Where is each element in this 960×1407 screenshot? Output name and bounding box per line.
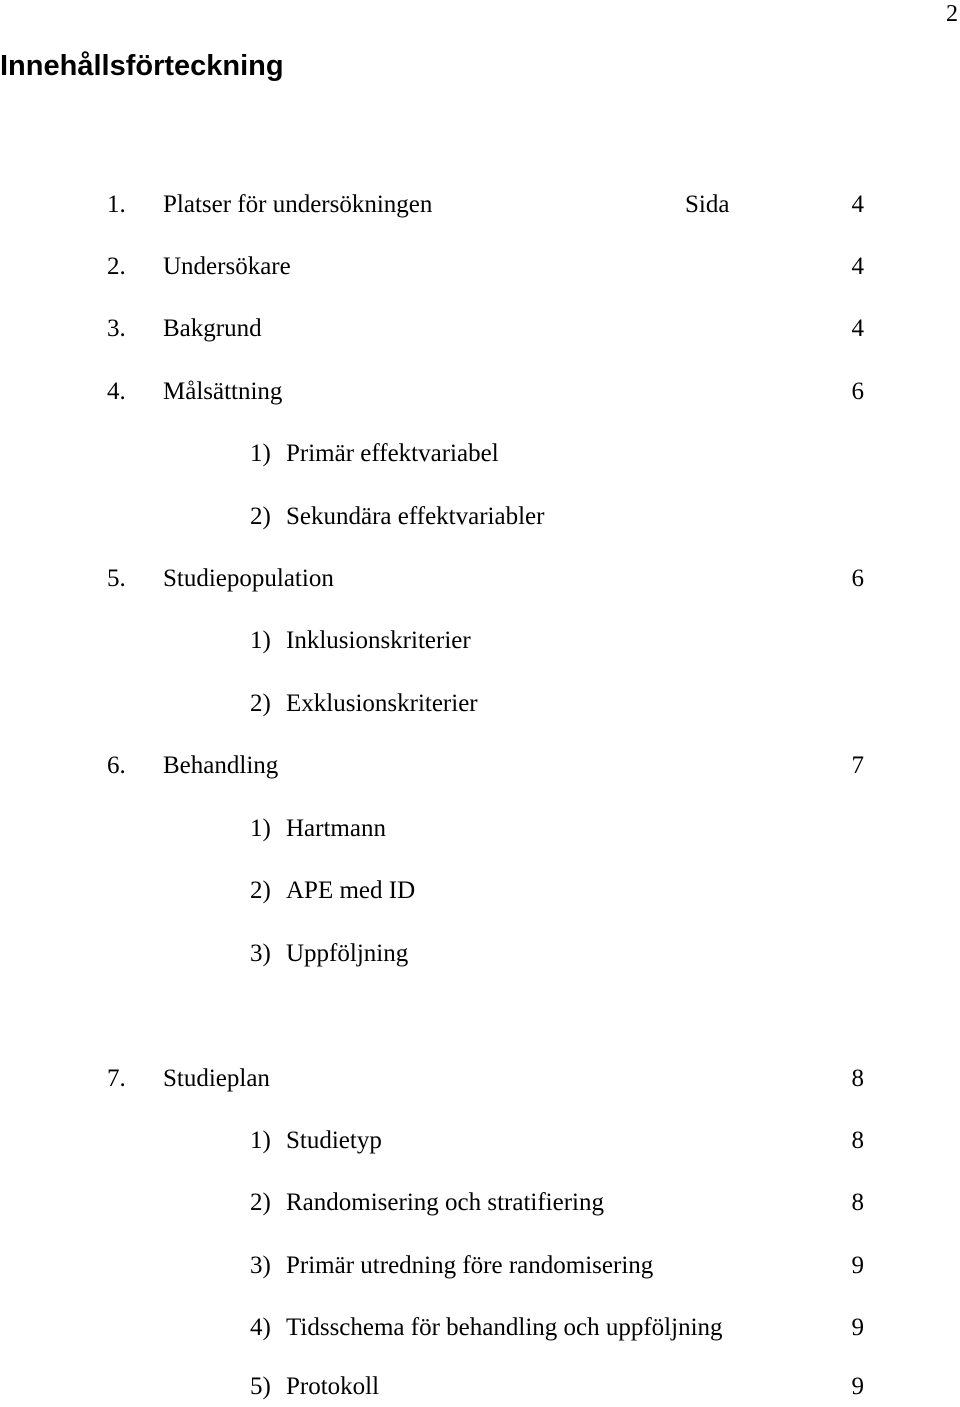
toc-entry-5[interactable] [0,559,960,599]
toc-number: 5. [107,565,126,592]
toc-page-number: 8 [851,1065,864,1092]
toc-label: Studieplan [163,1065,270,1092]
toc-sub-label: Sekundära effektvariabler [286,503,545,530]
toc-entry-2[interactable] [0,247,960,287]
toc-sub-number: 1) [250,627,271,654]
toc-subentry-7-4[interactable] [0,1308,960,1348]
toc-label: Behandling [163,752,279,779]
toc-subentry-7-5[interactable] [0,1367,960,1407]
toc-sub-number: 1) [250,815,271,842]
toc-page-number: 4 [851,191,864,218]
toc-subentry-7-1[interactable] [0,1121,960,1161]
toc-page-number: 4 [851,253,864,280]
toc-sub-number: 3) [250,1252,271,1279]
toc-entry-1[interactable] [0,185,960,225]
toc-sub-label: Inklusionskriterier [286,627,471,654]
toc-sub-number: 1) [250,440,271,467]
toc-sub-label: Uppföljning [286,940,409,967]
toc-subentry-6-1[interactable] [0,809,960,849]
toc-entry-4[interactable] [0,372,960,412]
toc-number: 4. [107,378,126,405]
toc-sub-number: 2) [250,503,271,530]
toc-subentry-7-3[interactable] [0,1246,960,1286]
page-number: 2 [946,1,958,27]
toc-label: Bakgrund [163,315,262,342]
toc-page-number: 9 [851,1252,864,1279]
toc-sub-number: 4) [250,1314,271,1341]
toc-subentry-4-2[interactable] [0,497,960,537]
toc-sub-label: APE med ID [286,877,416,904]
toc-sub-number: 5) [250,1373,271,1400]
toc-sub-number: 1) [250,1127,271,1154]
toc-subentry-5-2[interactable] [0,684,960,724]
toc-sub-number: 3) [250,940,271,967]
toc-subentry-4-1[interactable] [0,434,960,474]
toc-sub-label: Hartmann [286,815,386,842]
toc-sub-number: 2) [250,877,271,904]
toc-page-number: 6 [851,565,864,592]
toc-number: 6. [107,752,126,779]
toc-entry-6[interactable] [0,746,960,786]
toc-sub-label: Tidsschema för behandling och uppföljning [286,1314,723,1341]
toc-page-number: 6 [851,378,864,405]
toc-sub-label: Randomisering och stratifiering [286,1189,604,1216]
toc-sub-label: Exklusionskriterier [286,690,478,717]
toc-subentry-7-2[interactable] [0,1183,960,1223]
toc-page-number: 9 [851,1314,864,1341]
toc-page-number: 8 [851,1127,864,1154]
toc-page-number: 8 [851,1189,864,1216]
toc-entry-3[interactable] [0,309,960,349]
toc-subentry-6-2[interactable] [0,871,960,911]
sida-label: Sida [685,191,730,218]
toc-number: 7. [107,1065,126,1092]
toc-entry-7[interactable] [0,1059,960,1099]
toc-sub-number: 2) [250,690,271,717]
toc-subentry-6-3[interactable] [0,934,960,974]
toc-sub-label: Studietyp [286,1127,382,1154]
toc-sub-label: Primär utredning före randomisering [286,1252,654,1279]
toc-page-number: 7 [851,752,864,779]
toc-page-number: 9 [851,1373,864,1400]
toc-page-number: 4 [851,315,864,342]
toc-number: 3. [107,315,126,342]
toc-label: Målsättning [163,378,283,405]
toc-number: 2. [107,253,126,280]
page-title: Innehållsförteckning [0,50,284,82]
toc-label: Studiepopulation [163,565,334,592]
toc-label: Platser för undersökningen [163,191,433,218]
toc-sub-label: Protokoll [286,1373,380,1400]
toc-sub-label: Primär effektvariabel [286,440,499,467]
toc-number: 1. [107,191,126,218]
toc-subentry-5-1[interactable] [0,621,960,661]
toc-label: Undersökare [163,253,291,280]
toc-sub-number: 2) [250,1189,271,1216]
